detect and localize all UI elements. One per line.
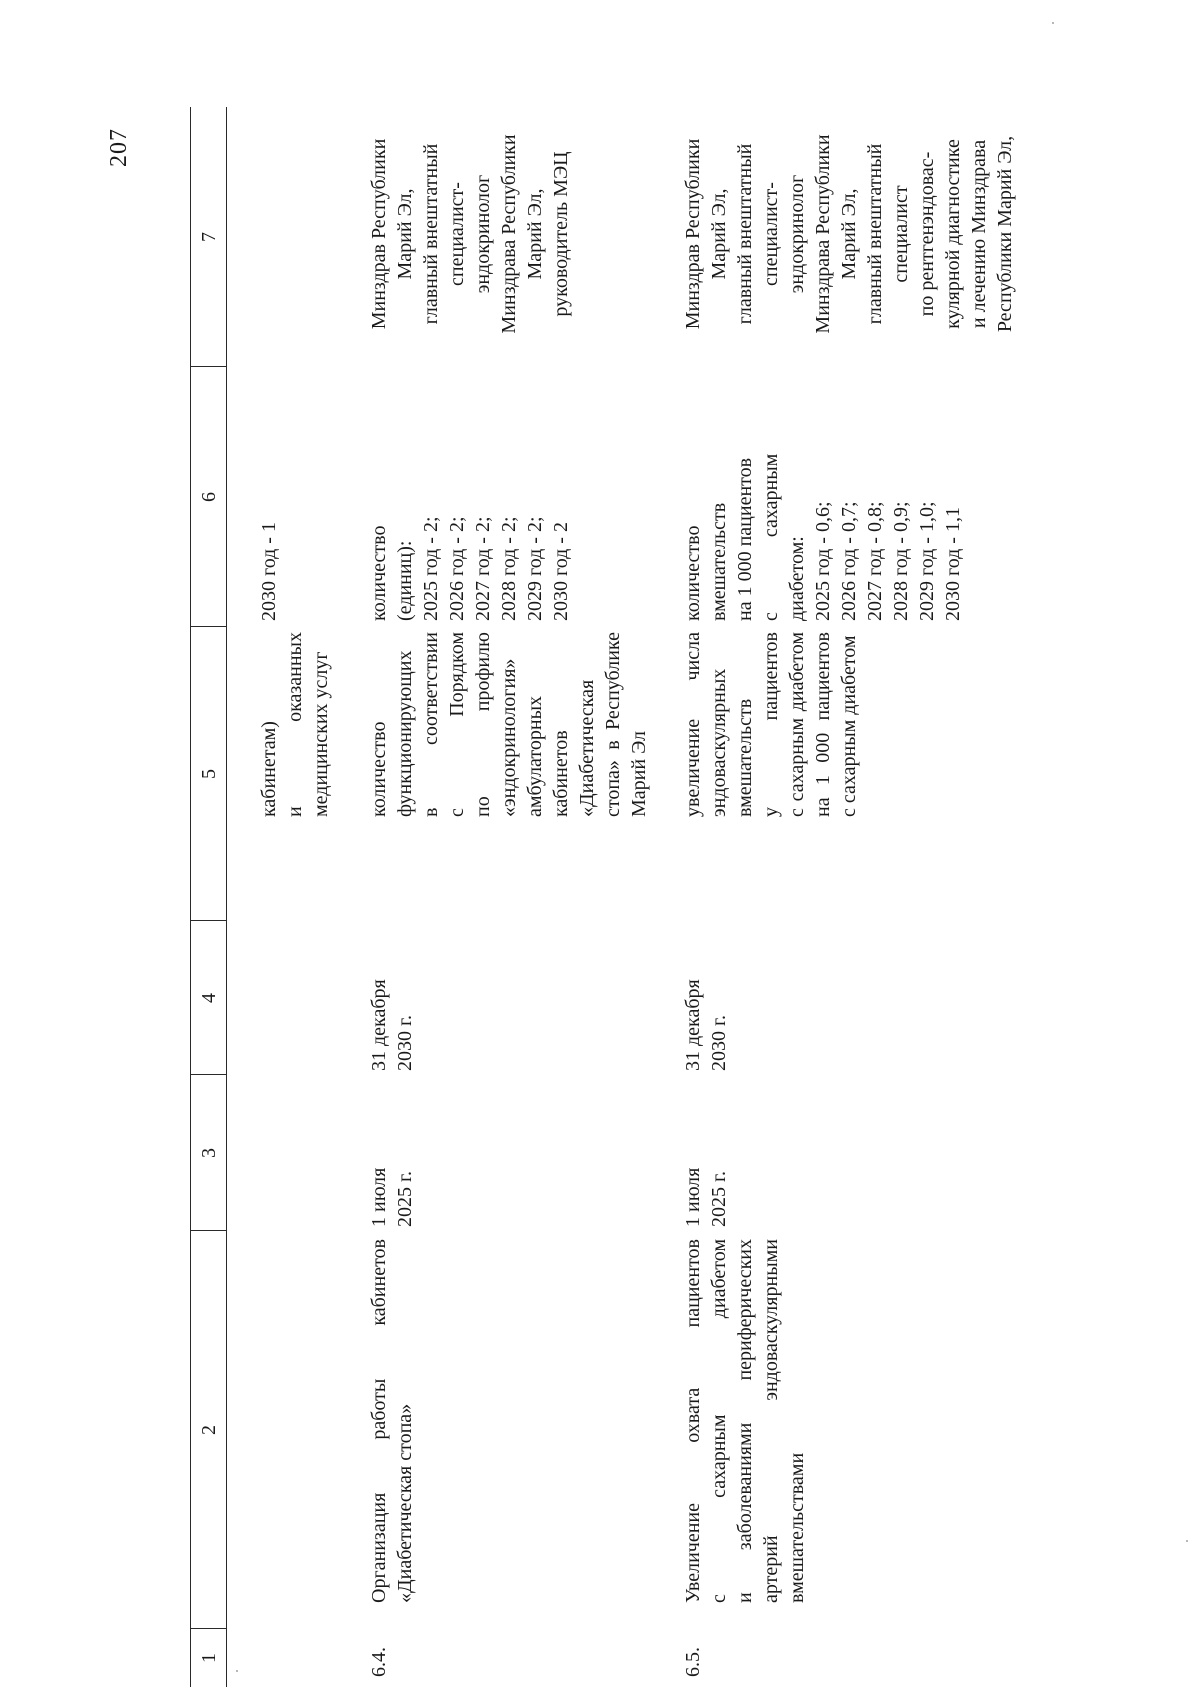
text-line: количество: [368, 721, 390, 817]
text-line: специалист: [890, 185, 912, 283]
text-line: артерий эндоваскулярными: [760, 1239, 782, 1603]
text-line: на 1 000 пациентов: [734, 457, 756, 621]
row-6-4-indicator: [366, 632, 652, 817]
text-line: Минздрав Республики: [682, 138, 704, 330]
text-line: Минздрава Республики: [812, 134, 834, 334]
text-line: главный внештатный: [864, 143, 886, 325]
text-line: по профилю: [472, 632, 494, 817]
column-header-7: 7: [198, 232, 220, 242]
text-line: Республики Марий Эл,: [994, 135, 1016, 333]
text-line: диабетом:: [786, 536, 808, 621]
text-line: 31 декабря: [368, 979, 390, 1071]
text-line: 2025 год - 0,6;: [812, 501, 834, 621]
text-line: на 1 000 пациентов: [812, 632, 834, 817]
row-6-4-start-date: [366, 1077, 418, 1227]
text-line: (единиц):: [394, 540, 416, 621]
column-header-2: 2: [198, 1425, 220, 1435]
text-line: вмешательств: [708, 502, 730, 621]
text-line: 2027 год - 0,8;: [864, 501, 886, 621]
text-line: эндокринолог: [786, 174, 808, 294]
row-6-5-number: 6.5.: [682, 1647, 704, 1677]
text-line: увеличение числа: [682, 632, 704, 817]
text-line: Марий Эл,: [394, 188, 416, 280]
text-line: 1 июля: [682, 1167, 704, 1227]
text-line: амбулаторных: [524, 695, 546, 817]
text-line: 2026 год - 2;: [446, 516, 468, 621]
text-line: руководитель МЭЦ: [550, 151, 572, 317]
text-line: у пациентов: [760, 632, 782, 817]
page-number: 207: [106, 128, 132, 167]
row-6-4-activity: [366, 1239, 418, 1603]
text-line: 2028 год - 0,9;: [890, 501, 912, 621]
text-line: вмешательствами: [786, 1452, 808, 1603]
text-line: стопа» в Республике: [602, 632, 624, 817]
row-6-5-indicator: [680, 632, 862, 817]
header-bottom-line: [226, 107, 227, 1687]
row-6-5-end-date: [680, 923, 732, 1071]
column-header-6: 6: [198, 492, 220, 502]
text-line: кабинетам): [258, 721, 280, 817]
column-header-3: 3: [198, 1148, 220, 1158]
header-top-line: [190, 107, 191, 1687]
text-line: 31 декабря: [682, 979, 704, 1071]
text-line: Марий Эл,: [838, 188, 860, 280]
text-line: эндокринолог: [472, 174, 494, 294]
text-line: 2028 год - 2;: [498, 516, 520, 621]
text-line: 2030 год - 1,1: [942, 507, 964, 621]
text-line: эндоваскулярных: [708, 668, 730, 817]
text-line: Минздрав Республики: [368, 138, 390, 330]
text-line: «эндокринология»: [498, 658, 520, 817]
text-line: по рентгенэндоваc-: [916, 151, 938, 317]
text-line: 2026 год - 0,7;: [838, 501, 860, 621]
text-line: Увеличение охвата пациентов: [682, 1239, 704, 1603]
text-line: 2027 год - 2;: [472, 516, 494, 621]
row-6-4-target: [366, 381, 574, 621]
text-line: Организация работы кабинетов: [368, 1239, 390, 1603]
text-line: и заболеваниями периферических: [734, 1239, 756, 1603]
row-6-5-responsible: [680, 105, 1018, 363]
text-line: функционирующих: [394, 650, 416, 817]
text-line: кабинетов: [550, 730, 572, 817]
text-line: «Диабетическая: [576, 679, 598, 817]
text-line: главный внештатный: [734, 143, 756, 325]
row-6-5-target: [680, 381, 966, 621]
row-6-5-start-date: [680, 1077, 732, 1227]
text-line: 2025 год - 2;: [420, 516, 442, 621]
text-line: 2030 год - 2: [550, 522, 572, 621]
column-header-5: 5: [198, 769, 220, 779]
text-line: 2030 год - 1: [258, 522, 280, 621]
text-line: с сахарным: [760, 453, 782, 621]
text-line: и лечению Минздрава: [968, 139, 990, 329]
text-line: с Порядком: [446, 632, 468, 817]
column-header-4: 4: [198, 993, 220, 1003]
text-line: главный внештатный: [420, 143, 442, 325]
text-line: специалист-: [446, 182, 468, 286]
continuation-col6: [256, 381, 282, 621]
row-6-4-number: 6.4.: [368, 1647, 390, 1677]
text-line: в соответствии: [420, 632, 442, 817]
text-line: с сахарным диабетом: [786, 632, 808, 817]
row-6-4-responsible: [366, 105, 574, 363]
text-line: кулярной диагностике: [942, 139, 964, 329]
text-line: 2025 г.: [394, 1171, 416, 1227]
column-header-1: 1: [198, 1653, 220, 1663]
text-line: 1 июля: [368, 1167, 390, 1227]
continuation-col5: [256, 632, 334, 817]
text-line: вмешательств: [734, 698, 756, 817]
text-line: Марий Эл,: [708, 188, 730, 280]
text-line: 2030 г.: [708, 1015, 730, 1071]
text-line: Марий Эл: [628, 731, 650, 817]
text-line: с сахарным диабетом: [708, 1239, 730, 1603]
text-line: 2029 год - 2;: [524, 516, 546, 621]
text-line: специалист-: [760, 182, 782, 286]
text-line: «Диабетическая стопа»: [394, 1403, 416, 1603]
row-6-5-activity: [680, 1239, 810, 1603]
row-6-4-end-date: [366, 923, 418, 1071]
text-line: и оказанных: [284, 632, 306, 817]
text-line: 2025 г.: [708, 1171, 730, 1227]
text-line: Минздрава Республики: [498, 134, 520, 334]
text-line: с сахарным диабетом: [838, 635, 860, 817]
text-line: 2029 год - 1,0;: [916, 501, 938, 621]
text-line: медицинских услуг: [310, 651, 332, 817]
text-line: Марий Эл,: [524, 188, 546, 280]
text-line: 2030 г.: [394, 1015, 416, 1071]
text-line: количество: [682, 525, 704, 621]
text-line: количество: [368, 525, 390, 621]
